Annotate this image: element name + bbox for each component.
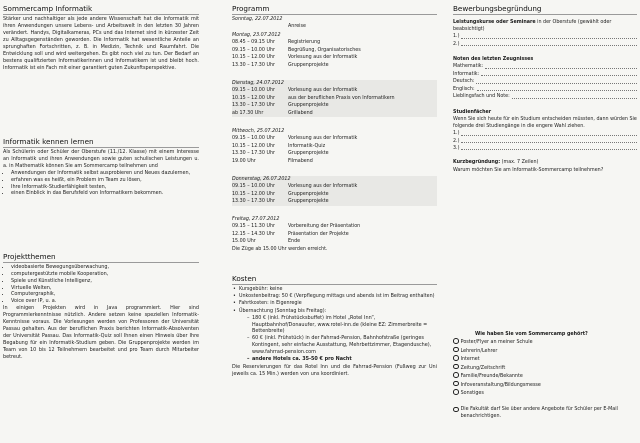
- hotel-list: [239, 315, 437, 363]
- schedule-row: [232, 191, 437, 198]
- sommercamp-section: [3, 4, 199, 72]
- studien-text: Wenn Sie sich heute für ein Studium entscheiden müssten, dann würden Sie folgende drei Studiengänge in die engere Wahl ziehen.: [453, 116, 637, 129]
- field-label: 2.): [453, 41, 460, 47]
- radio-circle-icon[interactable]: [453, 407, 459, 413]
- list-item: • computergestützte mobile Kooperation,: [11, 271, 199, 278]
- field-label: 3.): [453, 145, 460, 151]
- blank-line[interactable]: [477, 86, 637, 91]
- leistung-bold: Leistungskurse oder Seminare: [453, 20, 536, 25]
- schedule-row: [232, 102, 437, 109]
- list-item: • Spiele und Künstliche Intelligenz,: [11, 278, 199, 285]
- noten-field[interactable]: [453, 86, 637, 93]
- list-item: • Unkostenbeitrag: 50 € (Verpflegung mittags und abends ist im Beitrag enthalten): [232, 293, 437, 300]
- radio-circle-icon[interactable]: [453, 355, 459, 361]
- noten-field[interactable]: [453, 71, 637, 78]
- schedule-time: ab 17.30 Uhr: [232, 110, 264, 116]
- field-label: 2.): [453, 138, 460, 144]
- schedule-time: 13.30 – 17.30 Uhr: [232, 199, 275, 205]
- day-date: Freitag, 27.07.2012: [232, 217, 280, 222]
- wie-title: Wie haben Sie vom Sommercamp gehört?: [475, 332, 588, 337]
- list-item: • Fahrtkosten: in Eigenregie: [232, 300, 437, 307]
- option-sonstiges[interactable]: [453, 389, 637, 398]
- noten-field[interactable]: [453, 93, 637, 100]
- field-label: Informatik:: [453, 71, 480, 77]
- schedule-row: [232, 135, 437, 142]
- list-item: • Voice over IP, u. a.: [11, 298, 199, 305]
- kosten-title: Kosten: [232, 274, 437, 285]
- kosten-list: [232, 286, 437, 363]
- schedule-time: 19.00 Uhr: [232, 158, 256, 164]
- radio-circle-icon[interactable]: [453, 364, 459, 370]
- day-freitag: [232, 216, 437, 253]
- option-zeitung[interactable]: [453, 364, 637, 373]
- schedule-time: [232, 23, 288, 30]
- schedule-row: [232, 150, 437, 157]
- day-sonntag: [232, 16, 437, 31]
- leistung-rest: in der Oberstufe (gewählt oder beabsichtigt): [453, 20, 612, 33]
- radio-circle-icon[interactable]: [453, 347, 459, 353]
- kosten-note: Die Reservierungen für das Rotel Inn und die Fahrrad-Pension (Fußweg zur Uni jeweils ca. 15 Min.) werden von uns koordiniert.: [232, 363, 437, 377]
- noten-field[interactable]: [453, 78, 637, 85]
- list-item: [232, 308, 437, 363]
- schedule-activity: Gruppenprojekte: [288, 199, 329, 205]
- option-internet[interactable]: [453, 355, 637, 364]
- schedule-activity: Informatik-Quiz: [288, 143, 326, 149]
- radio-circle-icon[interactable]: [453, 389, 459, 395]
- field-label: 1.): [453, 131, 460, 137]
- schedule-row: [232, 62, 437, 69]
- schedule-time: 13.30 – 17.30 Uhr: [232, 151, 275, 157]
- option-label: Sonstiges: [460, 391, 484, 397]
- schedule-row: [232, 95, 437, 102]
- studien-field[interactable]: [453, 130, 637, 137]
- schedule-row: [232, 54, 437, 61]
- schedule-activity: Vorlesung aus der Informatik: [288, 88, 358, 94]
- schedule-row: [232, 231, 437, 238]
- schedule-time: 09.15 – 10.00 Uhr: [232, 88, 275, 94]
- studien-field[interactable]: [453, 138, 637, 145]
- option-poster[interactable]: [453, 338, 637, 347]
- wie-section: [453, 331, 637, 421]
- schedule-row: [232, 183, 437, 190]
- schedule-activity: Gruppenprojekte: [288, 151, 329, 157]
- schedule-time: 10.15 – 12.00 Uhr: [232, 191, 275, 197]
- field-label: Deutsch:: [453, 79, 475, 85]
- projekt-section: [3, 252, 199, 361]
- schedule-row: [232, 223, 437, 230]
- schedule-activity: Vorlesung aus der Informatik: [288, 55, 358, 61]
- list-item: • videobasierte Bewegungsüberwachung,: [11, 264, 199, 271]
- list-item: • erfahren was es heißt, ein Problem im Team zu lösen,: [11, 177, 199, 184]
- kurz-prompt: [453, 159, 637, 166]
- field-label: 1.): [453, 34, 460, 40]
- kurz-rest: (max. 7 Zeilen): [501, 160, 539, 166]
- option-label: Poster/Flyer an meiner Schule: [460, 340, 533, 346]
- schedule-row: [232, 143, 437, 150]
- day-mittwoch: [232, 128, 437, 165]
- kennen-text: Als Schülerin oder Schüler der Oberstufe (11./12. Klasse) mit einem Interesse an Informatik und ihren Anwendungen sowie guten schulischen Leistungen u. a. in Mathematik können Sie am Sommercamp teilnehmen und: [3, 149, 199, 169]
- option-fakultaet[interactable]: [453, 406, 637, 421]
- left-column: [3, 0, 199, 443]
- projekt-title: Projektthemen: [3, 252, 199, 263]
- right-column: [453, 0, 637, 443]
- day-dienstag: [232, 80, 437, 117]
- option-familie[interactable]: [453, 372, 637, 381]
- hotel-option: – andere Hotels ca. 35-50 € pro Nacht: [247, 356, 437, 363]
- option-lehrer[interactable]: [453, 347, 637, 356]
- schedule-time: 12.15 – 14.30 Uhr: [232, 231, 275, 237]
- schedule-activity: Vorbereitung der Präsentation: [288, 224, 361, 230]
- kennen-section: [3, 137, 199, 197]
- bewerbung-title: Bewerbungsbegründung: [453, 4, 637, 15]
- day-date: Mittwoch, 25.07.2012: [232, 129, 285, 134]
- projekt-list: [3, 264, 199, 305]
- schedule-activity: Gruppenprojekte: [288, 62, 329, 68]
- list-item: • Virtuelle Welten,: [11, 285, 199, 292]
- schedule-activity: Anreise: [288, 24, 306, 30]
- kurz-bold: Kurzbegründung:: [453, 160, 501, 166]
- schedule-activity: Begrüßung, Organisatorisches: [288, 47, 361, 53]
- schedule-activity: Registrierung: [288, 40, 321, 46]
- option-label: Internet: [460, 357, 480, 363]
- schedule-time: 13.30 – 17.30 Uhr: [232, 62, 275, 68]
- sommercamp-text: Stärker und nachhaltiger als jede andere Wissenschaft hat die Informatik mit ihren Anwendungen unsere Lebens- und Arbeitswelt in den letzten 30 Jahren verändert. Handys, Digitalkameras, PCs und das Internet sind in kürzester Zeit zu Alltagsgegenständen geworden. Die Informatik hat wesentliche Anteile an sprunghaften Fortschritten, z. B. in Medizin, Technik und Raumfahrt. Die Entwicklung soll und wird weitergehen. Es gibt noch viel zu tun. Der Bedarf an bestens qualifizierten Informatikerinnen und Informatikern ist und bleibt hoch. Informatik ist ein Fach mit einer garantiert guten Zukunftsperspektive.: [3, 16, 199, 71]
- field-label: Lieblingsfach und Note:: [453, 94, 510, 100]
- schedule-time: 10.15 – 12.00 Uhr: [232, 95, 275, 101]
- radio-circle-icon[interactable]: [453, 372, 459, 378]
- schedule-time: 15.00 Uhr: [232, 239, 256, 245]
- schedule-time: 10.15 – 12.00 Uhr: [232, 55, 275, 61]
- blank-line[interactable]: [461, 33, 637, 38]
- schedule-row: [232, 158, 437, 165]
- blank-line[interactable]: [461, 130, 637, 135]
- noten-title: Noten des letzten Zeugnisses: [453, 57, 534, 63]
- uebernachtung-label: Übernachtung (Sonntag bis Freitag):: [239, 308, 327, 314]
- schedule-time: 09.15 – 10.00 Uhr: [232, 136, 275, 142]
- schedule-time: 09.15 – 11.30 Uhr: [232, 224, 275, 230]
- schedule-time: 13.30 – 17.30 Uhr: [232, 103, 275, 109]
- programm-note: Die Züge ab 15.00 Uhr werden erreicht.: [232, 246, 328, 252]
- option-label: Familie/Freunde/Bekannte: [460, 374, 523, 380]
- schedule-time: 09.15 – 10.00 Uhr: [232, 47, 275, 53]
- schedule-activity: Ende: [288, 239, 301, 245]
- option-label: Zeitung/Zeitschrift: [460, 365, 506, 371]
- schedule-time: 08.45 – 09.15 Uhr: [232, 40, 275, 46]
- schedule-row: [232, 238, 437, 245]
- schedule-activity: Gruppenprojekte: [288, 191, 329, 197]
- schedule-time: 10.15 – 12.00 Uhr: [232, 143, 275, 149]
- day-date: Dienstag, 24.07.2012: [232, 81, 284, 86]
- day-date: Montag, 23.07.2012: [232, 33, 281, 38]
- schedule-activity: Gruppenprojekte: [288, 103, 329, 109]
- schedule-activity: Filmabend: [288, 158, 313, 164]
- kennen-list: [3, 170, 199, 197]
- schedule-row: [232, 47, 437, 54]
- day-date: Donnerstag, 26.07.2012: [232, 177, 291, 182]
- blank-line[interactable]: [461, 145, 637, 150]
- noten-field[interactable]: [453, 63, 637, 70]
- radio-circle-icon[interactable]: [453, 381, 459, 387]
- leistung-field-1[interactable]: [453, 33, 637, 40]
- schedule-activity: Vorlesung aus der Informatik: [288, 136, 358, 142]
- list-item: • Computergraphik,: [11, 291, 199, 298]
- middle-column: [232, 0, 437, 443]
- list-item: • Ihre Informatik-Studierfähigkeit testen,: [11, 184, 199, 191]
- kennen-title: Informatik kennen lernen: [3, 137, 199, 148]
- option-label: Die Fakultät darf Sie über andere Angebote für Schüler per E-Mail benachrichtigen.: [460, 406, 618, 420]
- programm-section: [232, 4, 437, 16]
- schedule-activity: aus der beruflichen Praxis von Informatikern: [288, 95, 395, 101]
- kosten-section: [232, 274, 437, 378]
- projekt-text: In einigen Projekten wird in Java programmiert. Hier sind Programmierkenntnisse nützlich. Andere setzen keine speziellen Informatik-Kenntnisse voraus. Die Vorlesungen werden von Professoren der Universität Passau gehalten. Aus der beruflichen Praxis berichten Informatik-Absolventen der Universität Passau. Das Informatik-Quiz soll Ihnen einen Hinweis über Ihre Begabung für ein Informatik-Studium geben. Die Gruppenprojekte werden im Team von 10 bis 12 Teilnehmern bearbeitet und pro Team durch Mitarbeiter betreut.: [3, 305, 199, 360]
- field-label: Mathematik:: [453, 64, 484, 70]
- schedule-activity: Vorlesung aus der Informatik: [288, 184, 358, 190]
- schedule-activity: Präsentation der Projekte: [288, 231, 349, 237]
- blank-line[interactable]: [481, 71, 637, 76]
- schedule-activity: Grillabend: [288, 110, 313, 116]
- schedule-row: [232, 23, 437, 30]
- option-label: Lehrerin/Lehrer: [460, 348, 498, 354]
- day-date: Sonntag, 22.07.2012: [232, 17, 283, 22]
- list-item: • einen Einblick in das Berufsfeld von Informatikern bekommen.: [11, 190, 199, 197]
- field-label: Englisch:: [453, 86, 475, 92]
- blank-line[interactable]: [461, 41, 637, 46]
- blank-line[interactable]: [461, 138, 637, 143]
- radio-circle-icon[interactable]: [453, 338, 459, 344]
- schedule-row: [232, 39, 437, 46]
- studien-field[interactable]: [453, 145, 637, 152]
- option-info[interactable]: [453, 381, 637, 390]
- leistung-prompt: [453, 19, 637, 33]
- kurz-text: Warum möchten Sie am Informatik-Sommercamp teilnehmen?: [453, 167, 604, 173]
- schedule-row: [232, 110, 437, 117]
- option-label: Infoveranstaltung/Bildungsmesse: [460, 382, 541, 388]
- list-item: • Anwendungen der Informatik selbst ausprobieren und Neues dazulernen,: [11, 170, 199, 177]
- leistung-field-2[interactable]: [453, 41, 637, 48]
- sommercamp-title: Sommercamp Informatik: [3, 4, 199, 15]
- hotel-option: – 60 € (inkl. Frühstück) in der Fahrrad-Pension, Bahnhofstraße (geringes Kontingent, sehr einfache Ausstattung, Mehrbettzimmer, Etagendusche), www.fahrrad-pension.com: [247, 335, 437, 356]
- day-montag: [232, 32, 437, 69]
- blank-line[interactable]: [485, 63, 637, 68]
- programm-title: Programm: [232, 4, 437, 15]
- schedule-row: [232, 198, 437, 205]
- schedule-row: [232, 87, 437, 94]
- hotel-option: – 180 € (inkl. Frühstücksbuffet) im Hotel „Rotel Inn“, Hauptbahnhof/Donauufer, www.rotel-inn.de (kleine EZ: Zimmerbreite = Bettenbreite): [247, 315, 437, 336]
- schedule-time: 09.15 – 10.00 Uhr: [232, 184, 275, 190]
- studien-title: Studienfächer: [453, 109, 492, 115]
- blank-line[interactable]: [476, 78, 637, 83]
- list-item: • Kursgebühr: keine: [232, 286, 437, 293]
- day-donnerstag: [232, 176, 437, 206]
- bewerbung-section: [453, 4, 637, 174]
- blank-line[interactable]: [512, 93, 637, 98]
